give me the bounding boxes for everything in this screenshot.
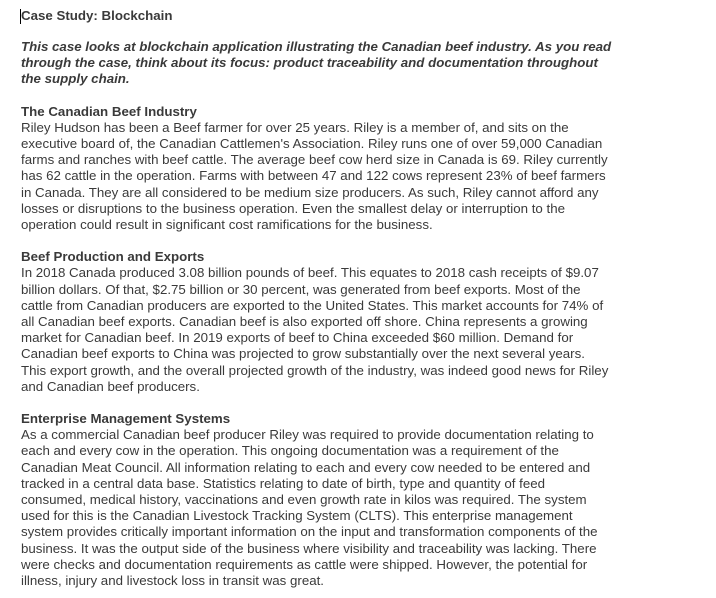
section-beef-production-exports	[21, 249, 711, 395]
paragraph-line: in Canada. They are all considered to be medium size producers. As such, Riley cannot afford any	[21, 184, 599, 200]
paragraph-line: tracked in a central data base. Statistics relating to date of birth, type and quantity of feed	[21, 475, 546, 491]
paragraph-line: cattle from Canadian producers are exported to the United States. This market accounts for 74% of	[21, 297, 604, 313]
paragraph-line: As a commercial Canadian beef producer Riley was required to provide documentation relating to	[21, 427, 594, 443]
section-heading: Beef Production and Exports	[21, 249, 205, 265]
paragraph-line: Riley Hudson has been a Beef farmer for over 25 years. Riley is a member of, and sits on the	[21, 119, 569, 135]
paragraph-line: illness, injury and livestock loss in transit was great.	[21, 573, 324, 589]
paragraph-line: market for Canadian beef. In 2019 exports of beef to China exceeded $60 million. Demand for	[21, 330, 574, 346]
paragraph-line: In 2018 Canada produced 3.08 billion pounds of beef. This equates to 2018 cash receipts of $9.07	[21, 265, 599, 281]
section-heading: The Canadian Beef Industry	[21, 103, 197, 119]
document-title: Case Study: Blockchain	[21, 8, 173, 23]
paragraph-line: used for this is the Canadian Livestock Tracking System (CLTS). This enterprise management	[21, 508, 573, 524]
paragraph-line: billion dollars. Of that, $2.75 billion or 30 percent, was generated from beef exports. Most of the	[21, 281, 581, 297]
paragraph-line: system provides critically important information on the input and transformation components of the	[21, 524, 598, 540]
paragraph-line: This export growth, and the overall projected growth of the industry, was indeed good news for Riley	[21, 362, 609, 378]
paragraph-line: losses or disruptions to the business operation. Even the smallest delay or interruption to the	[21, 200, 565, 216]
intro-line: This case looks at blockchain application illustrating the Canadian beef industry. As you read	[21, 39, 612, 54]
paragraph-line: Canadian beef exports to China was projected to grow substantially over the next several years.	[21, 346, 585, 362]
paragraph-line: farms and ranches with beef cattle. The average beef cow herd size in Canada is 69. Riley currently	[21, 152, 608, 168]
paragraph-line: operation could result in significant cost ramifications for the business.	[21, 217, 433, 233]
intro-line: through the case, think about its focus: product traceability and documentation throughout	[21, 55, 598, 71]
paragraph-line: executive board of, the Canadian Cattlemen's Association. Riley runs one of over 59,000 Canadian	[21, 136, 603, 152]
section-heading: Enterprise Management Systems	[21, 411, 231, 427]
paragraph-line: Canadian Meat Council. All information relating to each and every cow needed to be entered and	[21, 459, 591, 475]
section-paragraph	[21, 120, 711, 233]
section-paragraph	[21, 427, 711, 589]
section-paragraph	[21, 265, 711, 395]
section-enterprise-management-systems	[21, 411, 711, 589]
intro-line: the supply chain.	[21, 71, 130, 87]
section-canadian-beef-industry	[21, 104, 711, 234]
document-body[interactable]	[21, 8, 711, 589]
paragraph-line: were checks and documentation requirements as cattle were shipped. However, the potential for	[21, 556, 588, 572]
paragraph-line: and Canadian beef producers.	[21, 378, 200, 394]
intro-paragraph	[21, 39, 661, 88]
paragraph-line: business. It was the output side of the business where visibility and traceability was lacking. There	[21, 540, 597, 556]
paragraph-line: consumed, medical history, vaccinations and even growth rate in kilos was required. The system	[21, 492, 587, 508]
paragraph-line: has 62 cattle in the operation. Farms with between 47 and 122 cows represent 23% of beef farmers	[21, 168, 606, 184]
paragraph-line: all Canadian beef exports. Canadian beef is also exported off shore. China represents a growing	[21, 314, 588, 330]
paragraph-line: each and every cow in the operation. This ongoing documentation was a requirement of the	[21, 443, 559, 459]
